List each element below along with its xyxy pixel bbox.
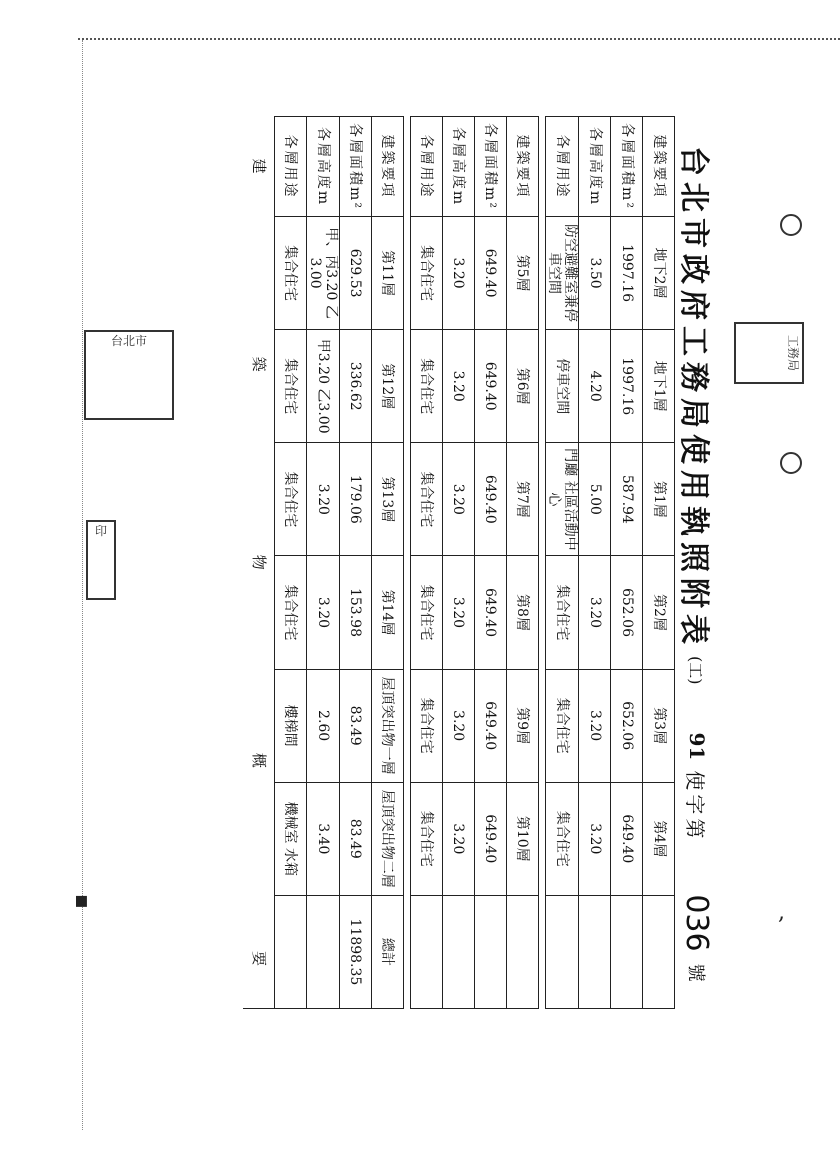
table-cell: 649.40 — [611, 782, 643, 895]
row-label: 各層用途 — [410, 117, 442, 217]
table-cell — [274, 895, 306, 1008]
license-end: 號 — [685, 963, 706, 982]
table-cell: 3.20 — [442, 782, 474, 895]
table-row — [474, 117, 506, 1009]
table-cell: 649.40 — [474, 782, 506, 895]
table-cell: 集合住宅 — [410, 782, 442, 895]
table-row — [339, 117, 371, 1009]
table-cell — [474, 895, 506, 1008]
table-cell: 649.40 — [474, 330, 506, 443]
title-bar — [674, 116, 719, 1009]
table-cell: 甲、丙3.20 乙3.00 — [306, 217, 339, 330]
title-suffix: (工) — [686, 656, 706, 685]
table-cell: 336.62 — [339, 330, 371, 443]
table-cell: 地下1層 — [643, 330, 675, 443]
table-cell — [306, 895, 339, 1008]
table-cell — [410, 895, 442, 1008]
table-cell: 179.06 — [339, 443, 371, 556]
table-cell — [579, 895, 611, 1008]
table-cell: 屋頂突出物二層 — [371, 782, 403, 895]
table-cell: 第12層 — [371, 330, 403, 443]
table-cell: 第10層 — [506, 782, 538, 895]
table-row — [243, 117, 275, 1009]
table-cell: 第2層 — [643, 556, 675, 669]
table-cell: 第3層 — [643, 669, 675, 782]
table-cell: 587.94 — [611, 443, 643, 556]
table-cell: 防空避難室兼停車空間 — [545, 217, 578, 330]
row-label: 各層高度m — [306, 117, 339, 217]
stamp: 印 — [86, 520, 116, 600]
table-cell: 649.40 — [474, 443, 506, 556]
table-row — [442, 117, 474, 1009]
table-cell: 649.40 — [474, 217, 506, 330]
table-cell: 第11層 — [371, 217, 403, 330]
table-row — [611, 117, 643, 1009]
row-label: 建築要項 — [506, 117, 538, 217]
row-label: 各層面積m² — [339, 117, 371, 217]
stamp: 工務局 — [734, 322, 804, 384]
page-left-edge — [82, 40, 84, 1130]
table-cell: 153.98 — [339, 556, 371, 669]
table-cell: 第4層 — [643, 782, 675, 895]
license-code: 036 — [679, 894, 715, 952]
table-cell: 649.40 — [474, 556, 506, 669]
table-cell: 集合住宅 — [545, 782, 578, 895]
binding-hole-icon — [780, 214, 802, 236]
table-cell: 集合住宅 — [410, 217, 442, 330]
table-row — [371, 117, 403, 1009]
table-row — [643, 117, 675, 1009]
row-label: 建築要項 — [643, 117, 675, 217]
table-cell: 3.20 — [579, 782, 611, 895]
table-cell: 第6層 — [506, 330, 538, 443]
table-cell: 652.06 — [611, 556, 643, 669]
table-cell: 83.49 — [339, 669, 371, 782]
table-cell — [643, 895, 675, 1008]
table-row — [579, 117, 611, 1009]
section-label-char: 要 — [249, 950, 268, 966]
table-cell: 樓梯間 — [274, 669, 306, 782]
page-edge — [78, 38, 840, 41]
table-cell: 3.20 — [442, 330, 474, 443]
table-row — [545, 117, 578, 1009]
table-cell: 集合住宅 — [274, 556, 306, 669]
table-cell — [611, 895, 643, 1008]
table-cell: 集合住宅 — [410, 556, 442, 669]
mark-icon: ▪ — [74, 888, 89, 913]
table-cell: 3.40 — [306, 782, 339, 895]
table-cell: 1997.16 — [611, 217, 643, 330]
table-row — [410, 117, 442, 1009]
table-cell: 3.20 — [442, 217, 474, 330]
table-cell: 總計 — [371, 895, 403, 1008]
table-cell: 3.20 — [442, 669, 474, 782]
table-cell: 第7層 — [506, 443, 538, 556]
row-label: 各層高度m — [579, 117, 611, 217]
license-year: 91 — [685, 732, 709, 761]
binding-hole-icon — [780, 452, 802, 474]
table-cell: 集合住宅 — [410, 330, 442, 443]
table-cell: 11898.35 — [339, 895, 371, 1008]
row-label: 各層用途 — [545, 117, 578, 217]
table-cell: 屋頂突出物一層 — [371, 669, 403, 782]
table-cell: 3.20 — [442, 556, 474, 669]
table-cell: 第1層 — [643, 443, 675, 556]
table-cell: 3.20 — [442, 443, 474, 556]
table-cell: 集合住宅 — [545, 669, 578, 782]
row-label: 建築要項 — [371, 117, 403, 217]
table-cell: 甲3.20 乙3.00 — [306, 330, 339, 443]
row-label: 各層用途 — [274, 117, 306, 217]
table-cell: 第13層 — [371, 443, 403, 556]
table-cell: 集合住宅 — [410, 669, 442, 782]
section-label-char: 概 — [249, 752, 268, 768]
table-cell: 3.20 — [579, 556, 611, 669]
table-cell: 2.60 — [306, 669, 339, 782]
table-cell: 83.49 — [339, 782, 371, 895]
table-cell — [545, 895, 578, 1008]
table-cell: 629.53 — [339, 217, 371, 330]
mark-icon: , — [778, 900, 785, 925]
table-cell: 集合住宅 — [274, 443, 306, 556]
table-cell: 機械室 水箱 — [274, 782, 306, 895]
table-cell: 停車空間 — [545, 330, 578, 443]
usage-table — [243, 116, 675, 1009]
table-cell: 集合住宅 — [410, 443, 442, 556]
table-cell: 門廳 社區活動中心 — [545, 443, 578, 556]
table-cell: 652.06 — [611, 669, 643, 782]
table-cell: 集合住宅 — [545, 556, 578, 669]
table-cell: 5.00 — [579, 443, 611, 556]
row-label: 各層面積m² — [611, 117, 643, 217]
section-label-char: 建 — [249, 158, 268, 174]
stamp: 台北市 — [84, 330, 174, 420]
table-cell — [442, 895, 474, 1008]
table-cell: 地下2層 — [643, 217, 675, 330]
table-cell: 3.20 — [306, 443, 339, 556]
table-cell: 第8層 — [506, 556, 538, 669]
table-cell: 649.40 — [474, 669, 506, 782]
table-cell: 集合住宅 — [274, 330, 306, 443]
table-row — [506, 117, 538, 1009]
table-cell — [506, 895, 538, 1008]
table-cell: 4.20 — [579, 330, 611, 443]
table-row — [306, 117, 339, 1009]
table-cell: 3.50 — [579, 217, 611, 330]
section-label-char: 物 — [249, 554, 268, 570]
table-cell: 第5層 — [506, 217, 538, 330]
document-title: 台北市政府工務局使用執照附表 — [676, 146, 711, 650]
section-label — [243, 117, 275, 1009]
table-cell: 第14層 — [371, 556, 403, 669]
table-cell: 第9層 — [506, 669, 538, 782]
license-prefix: 使字第 — [683, 770, 708, 843]
section-label-char: 築 — [249, 356, 268, 372]
table-cell: 3.20 — [579, 669, 611, 782]
table-cell: 1997.16 — [611, 330, 643, 443]
row-label: 各層高度m — [442, 117, 474, 217]
table-row — [274, 117, 306, 1009]
row-label: 各層面積m² — [474, 117, 506, 217]
license-sheet — [152, 116, 719, 1009]
table-cell: 3.20 — [306, 556, 339, 669]
table-cell: 集合住宅 — [274, 217, 306, 330]
